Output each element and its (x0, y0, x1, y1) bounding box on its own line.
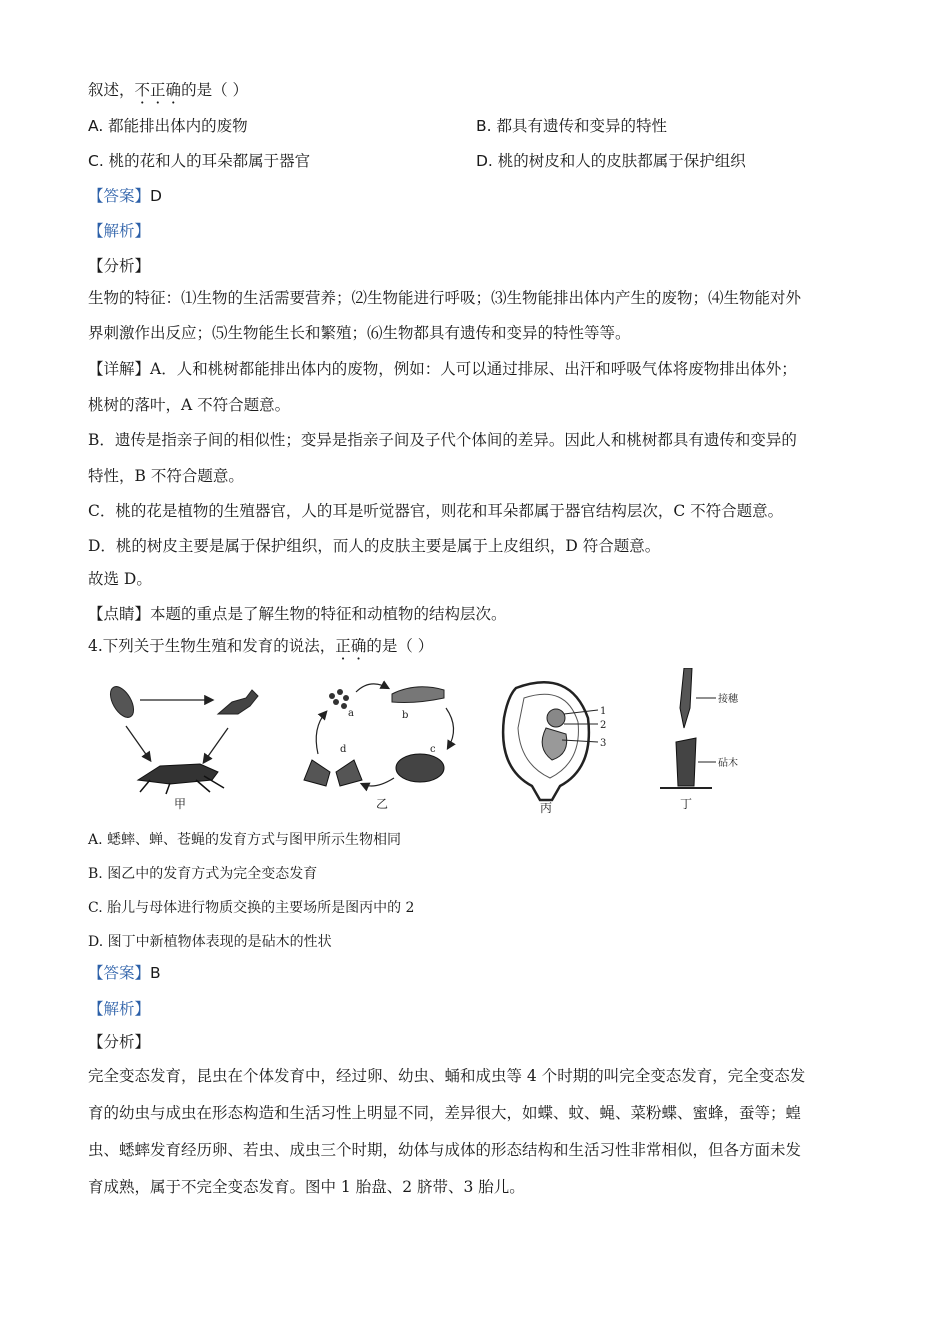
answer-value: B (150, 964, 161, 982)
q3-xiangjie-line: D．桃的树皮主要是属于保护组织，而人的皮肤主要是属于上皮组织，D 符合题意。 (88, 537, 661, 555)
q4-figure (100, 668, 780, 816)
figure-yi-moth-cycle (304, 684, 454, 811)
figure-label-c: c (430, 744, 436, 755)
q3-stem (88, 80, 248, 100)
figure-label-ding: 丁 (680, 797, 693, 811)
emphasis-char: 确 (350, 637, 367, 655)
emphasis-char: 正 (150, 81, 166, 99)
q4-option-b: B. 图乙中的发育方式为完全变态发育 (88, 866, 318, 882)
figure-bing-fetus (503, 682, 606, 815)
figure-label-d: d (340, 744, 347, 755)
answer-value: D (150, 187, 162, 205)
q4-jiexi-tag: 【解析】 (88, 1000, 151, 1018)
figure-label-2: 2 (600, 720, 607, 731)
q4-option-d: D. 图丁中新植物体表现的是砧木的性状 (88, 934, 332, 950)
q4-stem-prefix: 4.下列关于生物生殖和发育的说法， (88, 637, 336, 655)
dianjing-text: 本题的重点是了解生物的特征和动植物的结构层次。 (150, 605, 507, 623)
q3-option-b: B. 都具有遗传和变异的特性 (476, 117, 667, 135)
q3-option-c: C. 桃的花和人的耳朵都属于器官 (88, 152, 311, 170)
q4-fenxi-tag: 【分析】 (88, 1033, 151, 1051)
q4-stem (88, 636, 433, 656)
q3-xiangjie-a (88, 359, 797, 379)
emphasis-char: 不 (134, 81, 151, 99)
q3-xiangjie-line: 桃树的落叶，A 不符合题意。 (88, 396, 291, 414)
q4-fenxi-line: 虫、蟋蟀发育经历卵、若虫、成虫三个时期，幼体与成体的形态结构和生活习性非常相似，但各方面未发 (88, 1141, 802, 1159)
emphasis-char: 正 (335, 637, 351, 655)
emphasis-char: 确 (165, 81, 182, 99)
q3-stem-suffix: 的是（ ） (181, 81, 248, 99)
q3-dianjing (88, 604, 507, 624)
q3-fenxi-line: 界刺激作出反应；⑸生物能生长和繁殖；⑹生物都具有遗传和变异的特性等等。 (88, 324, 631, 342)
figure-ding-grafting (660, 668, 739, 811)
figure-label-b: b (402, 710, 409, 721)
figure-label-stock: 砧木 (718, 758, 738, 769)
q4-answer (88, 963, 161, 983)
q3-xiangjie-line: B．遗传是指亲子间的相似性；变异是指亲子间及子代个体间的差异。因此人和桃树都具有遗传和变异的 (88, 431, 797, 449)
figure-label-bing: 丙 (540, 801, 553, 815)
xiangjie-tag: 【详解】 (88, 360, 151, 378)
q3-fenxi-line: 生物的特征：⑴生物的生活需要营养；⑵生物能进行呼吸；⑶生物能排出体内产生的废物；⑷生物能对外 (88, 289, 802, 307)
q3-option-a: A. 都能排出体内的废物 (88, 117, 248, 135)
answer-tag: 【答案】 (88, 964, 151, 982)
q3-xiangjie-line: C．桃的花是植物的生殖器官，人的耳是听觉器官，则花和耳朵都属于器官结构层次，C 不符合题意。 (88, 502, 784, 520)
q3-fenxi-tag: 【分析】 (88, 257, 151, 275)
q3-option-d: D. 桃的树皮和人的皮肤都属于保护组织 (476, 152, 746, 170)
q3-xiangjie-line: 特性，B 不符合题意。 (88, 467, 244, 485)
q4-fenxi-line: 完全变态发育，昆虫在个体发育中，经过卵、幼虫、蛹和成虫等 4 个时期的叫完全变态发育，完全变态发 (88, 1067, 806, 1085)
q4-option-a: A. 蟋蟀、蝉、苍蝇的发育方式与图甲所示生物相同 (88, 832, 402, 848)
q3-guxuan: 故选 D。 (88, 570, 152, 588)
figure-label-a: a (348, 708, 354, 719)
figure-label-3: 3 (600, 738, 607, 749)
q4-fenxi-line: 育的幼虫与成虫在形态构造和生活习性上明显不同，差异很大，如蝶、蚊、蝇、菜粉蝶、蜜蜂，蚕等；蝗 (88, 1104, 802, 1122)
answer-tag: 【答案】 (88, 187, 151, 205)
q4-option-c: C. 胎儿与母体进行物质交换的主要场所是图丙中的 2 (88, 900, 415, 916)
q3-stem-prefix: 叙述， (88, 81, 135, 99)
figure-label-yi: 乙 (376, 797, 389, 811)
q4-stem-suffix: 的是（ ） (366, 637, 434, 655)
q4-figure-svg (100, 668, 780, 816)
dianjing-tag: 【点睛】 (88, 605, 151, 623)
figure-jia-grasshopper-cycle (106, 683, 258, 811)
figure-label-jia: 甲 (174, 797, 187, 811)
q3-answer (88, 186, 162, 206)
figure-label-1: 1 (600, 706, 607, 717)
q4-fenxi-line: 育成熟，属于不完全变态发育。图中 1 胎盘、2 脐带、3 胎儿。 (88, 1178, 525, 1196)
q3-jiexi-tag: 【解析】 (88, 222, 151, 240)
xiangjie-text: A．人和桃树都能排出体内的废物，例如：人可以通过排尿、出汗和呼吸气体将废物排出体外； (150, 360, 797, 378)
figure-label-scion: 接穗 (718, 694, 738, 705)
